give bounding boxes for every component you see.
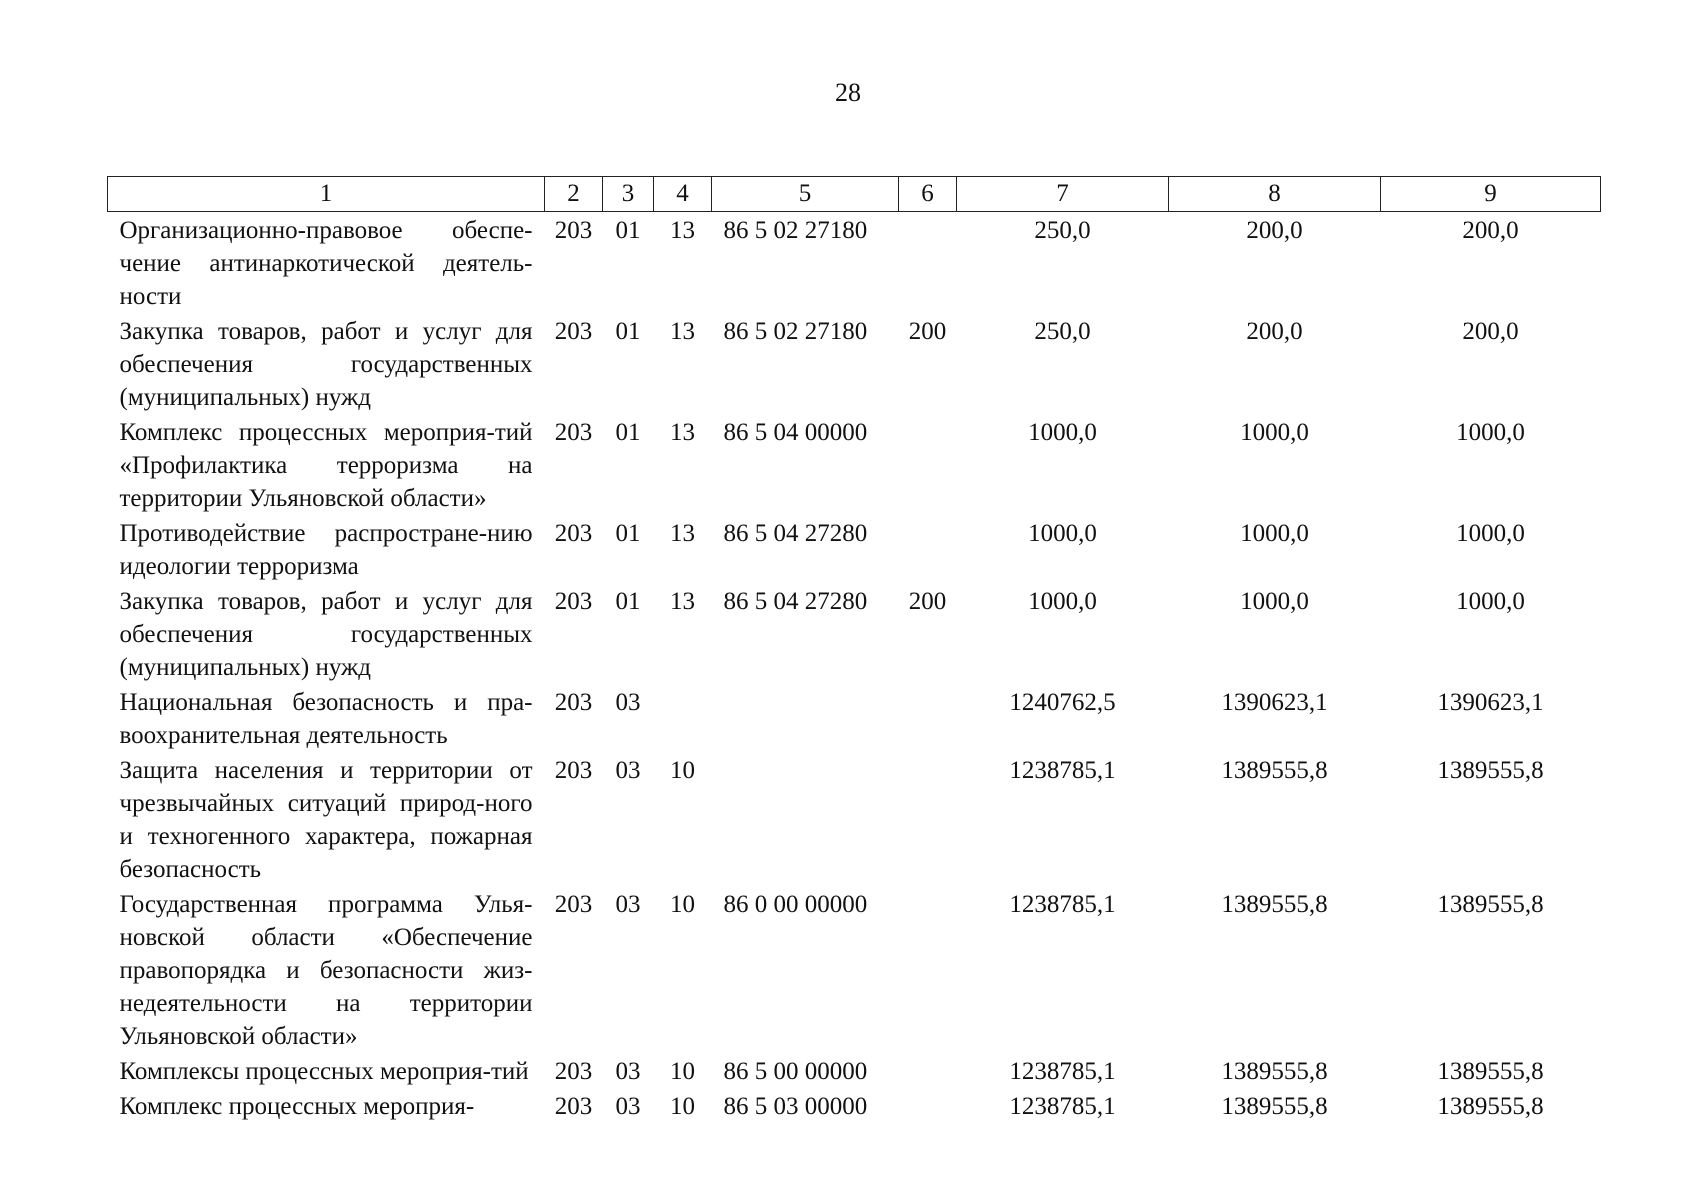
cell-col9: 1390623,1 (1437, 689, 1544, 716)
cell-col8: 1000,0 (1240, 588, 1309, 615)
cell-col8: 1389555,8 (1221, 757, 1328, 784)
cell-col7: 1238785,1 (1009, 891, 1116, 918)
cell-col3: 03 (615, 891, 641, 918)
table-row (108, 583, 1601, 684)
column-header: 6 (899, 177, 957, 212)
cell-col4: 10 (670, 1058, 695, 1085)
budget-table (107, 176, 1601, 1123)
table-row (108, 1088, 1601, 1123)
row-name: Комплекс процессных мероприя- (119, 1093, 475, 1120)
cell-col5: 86 5 02 27180 (723, 318, 868, 345)
cell-col9: 1389555,8 (1437, 1058, 1544, 1085)
cell-col2: 203 (554, 419, 593, 446)
page-number: 28 (835, 78, 861, 107)
column-header: 2 (545, 177, 603, 212)
table-row (108, 313, 1601, 414)
row-name: Закупка товаров, работ и услуг для обеспечения государственных (муниципальных) нужд (119, 588, 533, 681)
cell-col8: 1000,0 (1240, 520, 1309, 547)
cell-col3: 03 (615, 757, 641, 784)
cell-col5: 86 5 04 00000 (723, 419, 868, 446)
cell-col9: 1000,0 (1456, 588, 1525, 615)
cell-col2: 203 (554, 891, 593, 918)
table-row (108, 212, 1601, 314)
column-header: 1 (108, 177, 545, 212)
row-name: Защита населения и территории от чрезвычайных ситуаций природ-ного и техногенного характера, пожарная безопасность (119, 757, 533, 883)
header-row (108, 177, 1601, 212)
table-row (108, 414, 1601, 515)
cell-col5: 86 5 00 00000 (723, 1058, 868, 1085)
cell-col7: 1238785,1 (1009, 1093, 1116, 1120)
cell-col8: 1390623,1 (1221, 689, 1328, 716)
cell-col9: 200,0 (1462, 217, 1519, 244)
column-header: 5 (712, 177, 899, 212)
cell-col9: 1000,0 (1456, 419, 1525, 446)
cell-col7: 250,0 (1034, 318, 1091, 345)
row-name: Комплекс процессных мероприя-тий «Профилактика терроризма на территории Ульяновской области» (119, 419, 533, 512)
cell-col8: 1389555,8 (1221, 1093, 1328, 1120)
cell-col9: 1389555,8 (1437, 1093, 1544, 1120)
column-header: 3 (603, 177, 654, 212)
cell-col2: 203 (554, 520, 593, 547)
cell-col9: 1389555,8 (1437, 757, 1544, 784)
cell-col8: 1389555,8 (1221, 891, 1328, 918)
cell-col5: 86 5 03 00000 (723, 1093, 868, 1120)
cell-col7: 1000,0 (1028, 520, 1097, 547)
cell-col4: 13 (670, 217, 695, 244)
cell-col4: 13 (670, 419, 695, 446)
cell-col4 (654, 684, 712, 752)
row-name: Организационно-правовое обеспе-чение антинаркотической деятель-ности (119, 217, 533, 310)
cell-col2: 203 (554, 689, 593, 716)
cell-col4: 10 (670, 891, 695, 918)
cell-col7: 1000,0 (1028, 419, 1097, 446)
column-header: 9 (1381, 177, 1601, 212)
table-row (108, 1053, 1601, 1088)
column-header: 7 (957, 177, 1169, 212)
cell-col2: 203 (554, 588, 593, 615)
cell-col5 (712, 752, 899, 886)
cell-col9: 200,0 (1462, 318, 1519, 345)
cell-col4: 13 (670, 318, 695, 345)
cell-col6 (899, 886, 957, 1053)
cell-col4: 13 (670, 588, 695, 615)
cell-col3: 03 (615, 1058, 641, 1085)
cell-col3: 01 (615, 419, 641, 446)
row-name: Противодействие распростране-нию идеологии терроризма (119, 520, 533, 580)
table-row (108, 752, 1601, 886)
cell-col4: 13 (670, 520, 695, 547)
cell-col3: 03 (615, 689, 641, 716)
column-header: 4 (654, 177, 712, 212)
cell-col3: 01 (615, 588, 641, 615)
cell-col4: 10 (670, 757, 695, 784)
cell-col6 (899, 752, 957, 886)
cell-col6 (899, 515, 957, 583)
cell-col6 (899, 684, 957, 752)
table-row (108, 684, 1601, 752)
cell-col2: 203 (554, 757, 593, 784)
cell-col7: 250,0 (1034, 217, 1091, 244)
cell-col7: 1240762,5 (1009, 689, 1116, 716)
cell-col6 (899, 212, 957, 314)
cell-col4: 10 (670, 1093, 695, 1120)
cell-col3: 01 (615, 217, 641, 244)
cell-col3: 01 (615, 520, 641, 547)
row-name: Комплексы процессных мероприя-тий (119, 1058, 529, 1085)
cell-col5: 86 0 00 00000 (723, 891, 868, 918)
cell-col5: 86 5 04 27280 (723, 520, 868, 547)
cell-col7: 1238785,1 (1009, 1058, 1116, 1085)
cell-col6: 200 (908, 318, 947, 345)
cell-col5 (712, 684, 899, 752)
cell-col7: 1238785,1 (1009, 757, 1116, 784)
cell-col6 (899, 1088, 957, 1123)
row-name: Закупка товаров, работ и услуг для обеспечения государственных (муниципальных) нужд (119, 318, 533, 411)
row-name: Государственная программа Улья-новской области «Обеспечение правопорядка и безопасности жиз-недеятельности на территории Ульяновской области» (119, 891, 533, 1050)
cell-col7: 1000,0 (1028, 588, 1097, 615)
cell-col2: 203 (554, 318, 593, 345)
cell-col9: 1389555,8 (1437, 891, 1544, 918)
cell-col8: 200,0 (1246, 318, 1303, 345)
cell-col6 (899, 414, 957, 515)
cell-col5: 86 5 02 27180 (723, 217, 868, 244)
column-header: 8 (1169, 177, 1381, 212)
cell-col6: 200 (908, 588, 947, 615)
row-name: Национальная безопасность и пра-воохранительная деятельность (119, 689, 533, 749)
cell-col5: 86 5 04 27280 (723, 588, 868, 615)
table-row (108, 515, 1601, 583)
cell-col3: 01 (615, 318, 641, 345)
table-row (108, 886, 1601, 1053)
cell-col8: 1389555,8 (1221, 1058, 1328, 1085)
cell-col2: 203 (554, 1058, 593, 1085)
cell-col9: 1000,0 (1456, 520, 1525, 547)
cell-col2: 203 (554, 217, 593, 244)
cell-col3: 03 (615, 1093, 641, 1120)
cell-col6 (899, 1053, 957, 1088)
cell-col8: 200,0 (1246, 217, 1303, 244)
cell-col8: 1000,0 (1240, 419, 1309, 446)
cell-col2: 203 (554, 1093, 593, 1120)
